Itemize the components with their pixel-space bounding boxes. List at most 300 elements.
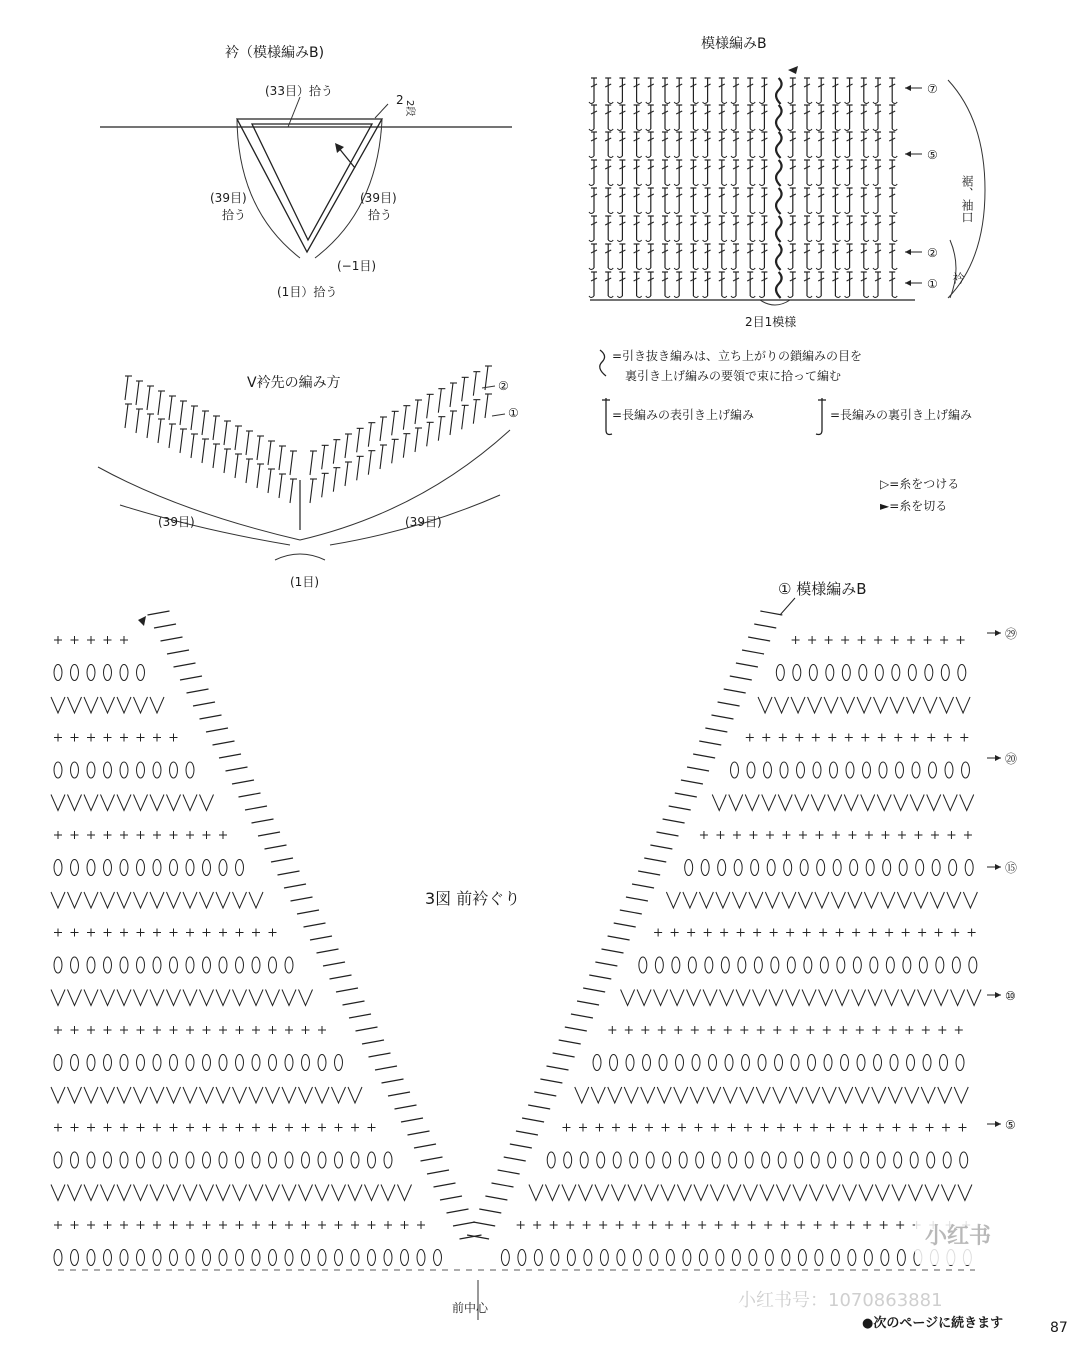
post-stitch-hook [617,184,622,186]
post-stitch-hook [759,156,764,158]
post-stitch-hook [674,102,679,104]
puff-stitch [186,1055,194,1071]
band-stitch-right [504,1157,526,1161]
puff-stitch [170,957,178,973]
puff-stitch [153,1152,161,1168]
puff-stitch [797,762,805,778]
v-stitch-shell [608,1087,622,1103]
post-stitch-hook [864,268,869,270]
band-stitch-right [516,1131,538,1135]
v-tip-row-1-pointer [492,414,505,416]
slip-stitch [776,188,782,214]
post-stitch-hook [703,212,708,214]
v-stitch-shell [923,697,937,713]
v-tip-center-arc [275,554,325,560]
v-stitch-shell [723,1087,737,1103]
puff-stitch [820,957,828,973]
band-stitch-left [161,637,183,641]
post-stitch-hook [589,212,594,214]
post-stitch-hook [665,156,670,158]
v-stitch-shell [683,892,697,908]
puff-stitch [927,1152,935,1168]
v-stitch-shell [150,1185,164,1201]
puff-stitch [833,860,841,876]
puff-stitch [104,1250,112,1266]
puff-stitch [351,1152,359,1168]
puff-stitch [384,1152,392,1168]
post-stitch-hook [693,102,698,104]
v-stitch-shell [641,1087,655,1103]
v-stitch-shell [595,1185,609,1201]
v-stitch-shell [710,1185,724,1201]
front-row-5: ⑤ [1005,1118,1016,1132]
back-post-symbol [816,398,822,435]
band-stitch-right [724,689,746,693]
pattern-b-pointer [780,598,795,615]
puff-stitch [186,860,194,876]
puff-stitch [71,1250,79,1266]
v-stitch-shell [117,1185,131,1201]
post-stitch-hook [892,156,897,158]
v-stitch-shell [578,1185,592,1201]
post-stitch-hook [608,102,613,104]
v-stitch-shell [703,990,717,1006]
v-stitch [310,451,313,475]
puff-stitch [749,1250,757,1266]
puff-stitch [875,665,883,681]
v-stitch-shell [51,990,65,1006]
puff-stitch [738,957,746,973]
pattern-b-chart [589,35,985,329]
post-stitch-hook [693,129,698,131]
puff-stitch [910,1152,918,1168]
puff-stitch [318,1152,326,1168]
v-stitch-shell [134,1185,148,1201]
v-stitch [357,428,360,452]
v-stitch-shell [824,697,838,713]
post-stitch-hook [731,268,736,270]
puff-stitch [120,1055,128,1071]
post-stitch-hook [722,296,727,298]
post-stitch-hook [637,296,642,298]
post-stitch-hook [750,156,755,158]
puff-stitch [861,1152,869,1168]
post-stitch-hook [750,129,755,131]
v-stitch [380,445,383,469]
puff-stitch [87,957,95,973]
v-stitch-shell [793,1185,807,1201]
puff-stitch [626,1055,634,1071]
band-stitch-left [271,858,293,862]
v-stitch-shell [756,1087,770,1103]
puff-stitch [186,957,194,973]
band-stitch-left [369,1053,391,1057]
v-stitch-shell [844,795,858,811]
post-stitch-hook [665,240,670,242]
puff-stitch [952,957,960,973]
v-stitch [180,429,183,453]
v-stitch-shell [68,1185,82,1201]
puff-stitch [696,1152,704,1168]
cut-mark [788,66,798,74]
puff-stitch [104,1055,112,1071]
post-stitch-hook [646,156,651,158]
post-stitch-hook [759,240,764,242]
v-stitch-shell [101,1185,115,1201]
v-stitch-shell [68,990,82,1006]
post-stitch-hook [731,129,736,131]
puff-stitch [219,1250,227,1266]
v-stitch-shell [864,892,878,908]
post-stitch-hook [835,129,840,131]
puff-stitch [705,957,713,973]
slip-symbol [600,350,606,376]
v-stitch-shell [529,1185,543,1201]
puff-stitch [808,1055,816,1071]
puff-stitch [54,665,62,681]
puff-stitch [837,957,845,973]
post-stitch-hook [665,212,670,214]
post-stitch-hook [816,212,821,214]
band-stitch-right [669,806,691,810]
v-stitch-shell [117,795,131,811]
puff-stitch [564,1152,572,1168]
post-stitch-hook [892,268,897,270]
band-stitch-right [650,845,672,849]
puff-stitch [899,860,907,876]
puff-stitch [841,1055,849,1071]
v-stitch-shell [848,892,862,908]
slip-stitch [776,105,782,131]
v-stitch-shell [910,795,924,811]
v-stitch-shell [743,1185,757,1201]
v-stitch-shell [835,990,849,1006]
slip-stitch [776,272,782,298]
puff-stitch [203,957,211,973]
v-stitch [246,431,249,455]
post-stitch-hook [674,129,679,131]
post-stitch-hook [845,184,850,186]
post-stitch-hook [864,129,869,131]
v-stitch-shell [808,697,822,713]
v-stitch-shell [782,892,796,908]
puff-stitch [302,1152,310,1168]
v-stitch [169,396,172,420]
v-stitch-shell [200,990,214,1006]
rows-pointer [375,104,388,118]
v-stitch-shell [657,1087,671,1103]
puff-stitch [732,1250,740,1266]
v-stitch [158,391,161,415]
v-stitch-shell [84,892,98,908]
puff-stitch [153,762,161,778]
puff-stitch [701,860,709,876]
v-stitch [333,468,336,492]
puff-stitch [764,762,772,778]
v-stitch-shell [740,1087,754,1103]
post-stitch-hook [589,268,594,270]
puff-stitch [137,762,145,778]
v-stitch-shell [200,1185,214,1201]
puff-stitch [709,1055,717,1071]
v-stitch-shell [908,1185,922,1201]
puff-stitch [734,860,742,876]
pattern-b-row-markers [927,82,938,291]
puff-stitch [692,1055,700,1071]
puff-stitch [285,957,293,973]
v-stitch-shell [874,697,888,713]
puff-stitch [120,665,128,681]
front-pattern-label: ① 模様編みB [778,580,867,598]
v-stitch-shell [266,990,280,1006]
v-stitch-shell [745,795,759,811]
puff-stitch [857,1055,865,1071]
puff-stitch [716,1250,724,1266]
puff-stitch [417,1250,425,1266]
v-stitch-shell [233,990,247,1006]
v-stitch-shell [167,1087,181,1103]
direction-arrow [338,147,355,168]
v-stitch [235,454,238,478]
v-stitch-shell [815,892,829,908]
puff-stitch [650,1250,658,1266]
puff-stitch [87,1152,95,1168]
puff-stitch [87,860,95,876]
band-stitch-left [434,1183,456,1187]
v-stitch-shell [101,1087,115,1103]
v-stitch-shell [51,697,65,713]
v-stitch-shell [806,1087,820,1103]
post-stitch-hook [750,296,755,298]
post-stitch-hook [693,240,698,242]
v-stitch-shell [591,1087,605,1103]
puff-stitch [633,1250,641,1266]
v-stitch-shell [332,1087,346,1103]
v-stitch [257,464,260,488]
v-stitch-shell [51,1087,65,1103]
v-stitch [290,479,293,503]
v-stitch-shell [857,697,871,713]
puff-stitch [236,1152,244,1168]
v-stitch-shell [68,697,82,713]
puff-stitch [219,1152,227,1168]
post-stitch-hook [703,156,708,158]
v-stitch-shell [729,795,743,811]
band-stitch-left [148,611,170,615]
v-stitch-shell [839,1087,853,1103]
band-stitch-left [453,1222,475,1226]
top-pick-pointer [288,97,300,127]
puff-stitch [965,860,973,876]
band-stitch-right [711,715,733,719]
band-stitch-right [675,793,697,797]
post-stitch-hook [873,240,878,242]
post-stitch-hook [835,156,840,158]
v-stitch-shell [892,1185,906,1201]
pattern-b-row-5: ⑤ [927,148,938,162]
post-stitch-hook [835,268,840,270]
puff-stitch [866,860,874,876]
left-pick-curve [237,119,300,258]
v-stitch [380,417,383,441]
band-stitch-right [644,858,666,862]
puff-stitch [351,1250,359,1266]
puff-stitch [890,1055,898,1071]
band-stitch-left [317,949,339,953]
band-stitch-left [330,975,352,979]
puff-stitch [762,1152,770,1168]
v-stitch-shell [183,795,197,811]
v-stitch [427,422,430,446]
post-stitch-hook [646,240,651,242]
post-stitch-hook [788,102,793,104]
v-stitch [279,446,282,470]
post-stitch-hook [608,296,613,298]
v-stitch-shell [233,1087,247,1103]
puff-stitch [252,957,260,973]
puff-stitch [718,860,726,876]
post-stitch-hook [788,240,793,242]
post-stitch-hook [731,184,736,186]
post-stitch-hook [788,184,793,186]
puff-stitch [747,762,755,778]
v-stitch-shell [150,795,164,811]
v-stitch-shell [852,990,866,1006]
v-stitch-shell [687,990,701,1006]
pattern-b-stitches [589,66,922,298]
v-stitch-shell [167,795,181,811]
puff-stitch [809,665,817,681]
post-stitch-hook [816,268,821,270]
v-stitch [224,421,227,445]
v-stitch-shell [68,795,82,811]
puff-stitch [71,665,79,681]
post-stitch-hook [845,212,850,214]
post-stitch-hook [845,129,850,131]
puff-stitch [969,957,977,973]
v-stitch-shell [167,990,181,1006]
post-stitch-hook [722,129,727,131]
front-row-10: ⑩ [1005,989,1016,1003]
puff-stitch [335,1250,343,1266]
v-stitch-shell [84,795,98,811]
puff-stitch [659,1055,667,1071]
v-stitch-shell [855,1087,869,1103]
v-stitch-shell [624,1087,638,1103]
puff-stitch [943,1152,951,1168]
v-stitch-shell [934,990,948,1006]
puff-stitch [54,1152,62,1168]
v-stitch-shell [101,697,115,713]
puff-stitch [501,1250,509,1266]
puff-stitch [302,1055,310,1071]
post-stitch-hook [674,212,679,214]
puff-stitch [54,1055,62,1071]
v-stitch [147,386,150,410]
puff-stitch [676,1055,684,1071]
puff-stitch [170,860,178,876]
puff-stitch [784,860,792,876]
band-stitch-left [206,728,228,732]
post-stitch-hook [589,184,594,186]
legend-cut: ►=糸を切る [880,499,948,513]
row-arrow-head [905,249,911,255]
band-stitch-left [421,1157,443,1161]
post-stitch-hook [731,240,736,242]
post-stitch-hook [617,102,622,104]
band-stitch-left [336,988,358,992]
v-stitch [322,473,325,497]
puff-stitch [54,1250,62,1266]
v-stitch-shell [954,1087,968,1103]
puff-stitch [219,1055,227,1071]
v-stitch-shell [134,990,148,1006]
post-stitch-hook [665,184,670,186]
puff-stitch [597,1152,605,1168]
puff-stitch [203,1055,211,1071]
band-stitch-right [473,1222,495,1226]
puff-stitch [269,957,277,973]
post-stitch-hook [637,102,642,104]
band-stitch-right [479,1209,501,1213]
puff-stitch [765,1250,773,1266]
v-stitch-shell [905,1087,919,1103]
puff-stitch [646,1152,654,1168]
post-stitch-hook [646,102,651,104]
v-stitch-shell [967,990,981,1006]
band-stitch-left [213,741,235,745]
puff-stitch [269,1055,277,1071]
v-stitch-shell [315,1185,329,1201]
v-stitch-shell [947,892,961,908]
v-stitch-shell [216,892,230,908]
puff-stitch [368,1152,376,1168]
puff-stitch [335,1055,343,1071]
footer-continue: ●次のページに続きます [862,1316,1004,1331]
front-row-29: ㉙ [1005,627,1018,641]
post-stitch-hook [665,129,670,131]
v-stitch-shell [960,795,974,811]
post-stitch-hook [637,268,642,270]
band-stitch-left [232,780,254,784]
v-stitch-shell [134,795,148,811]
post-stitch-hook [750,240,755,242]
v-stitch-shell [963,892,977,908]
puff-stitch [186,1152,194,1168]
band-stitch-right [608,936,630,940]
direction-arrow-head [335,143,344,153]
v-stitch-shell [789,1087,803,1103]
v-stitch-shell [914,892,928,908]
post-stitch-hook [873,212,878,214]
puff-stitch [894,1152,902,1168]
post-stitch-hook [608,129,613,131]
v-stitch-shell [575,1087,589,1103]
post-stitch-hook [816,184,821,186]
post-stitch-hook [722,212,727,214]
v-stitch [345,434,348,458]
v-stitch-shell [51,892,65,908]
band-stitch-right [553,1053,575,1057]
puff-stitch [639,957,647,973]
post-stitch-hook [873,184,878,186]
post-stitch-hook [750,184,755,186]
post-stitch-hook [845,296,850,298]
band-stitch-right [595,962,617,966]
v-stitch [403,406,406,430]
puff-stitch [335,1152,343,1168]
puff-stitch [863,762,871,778]
